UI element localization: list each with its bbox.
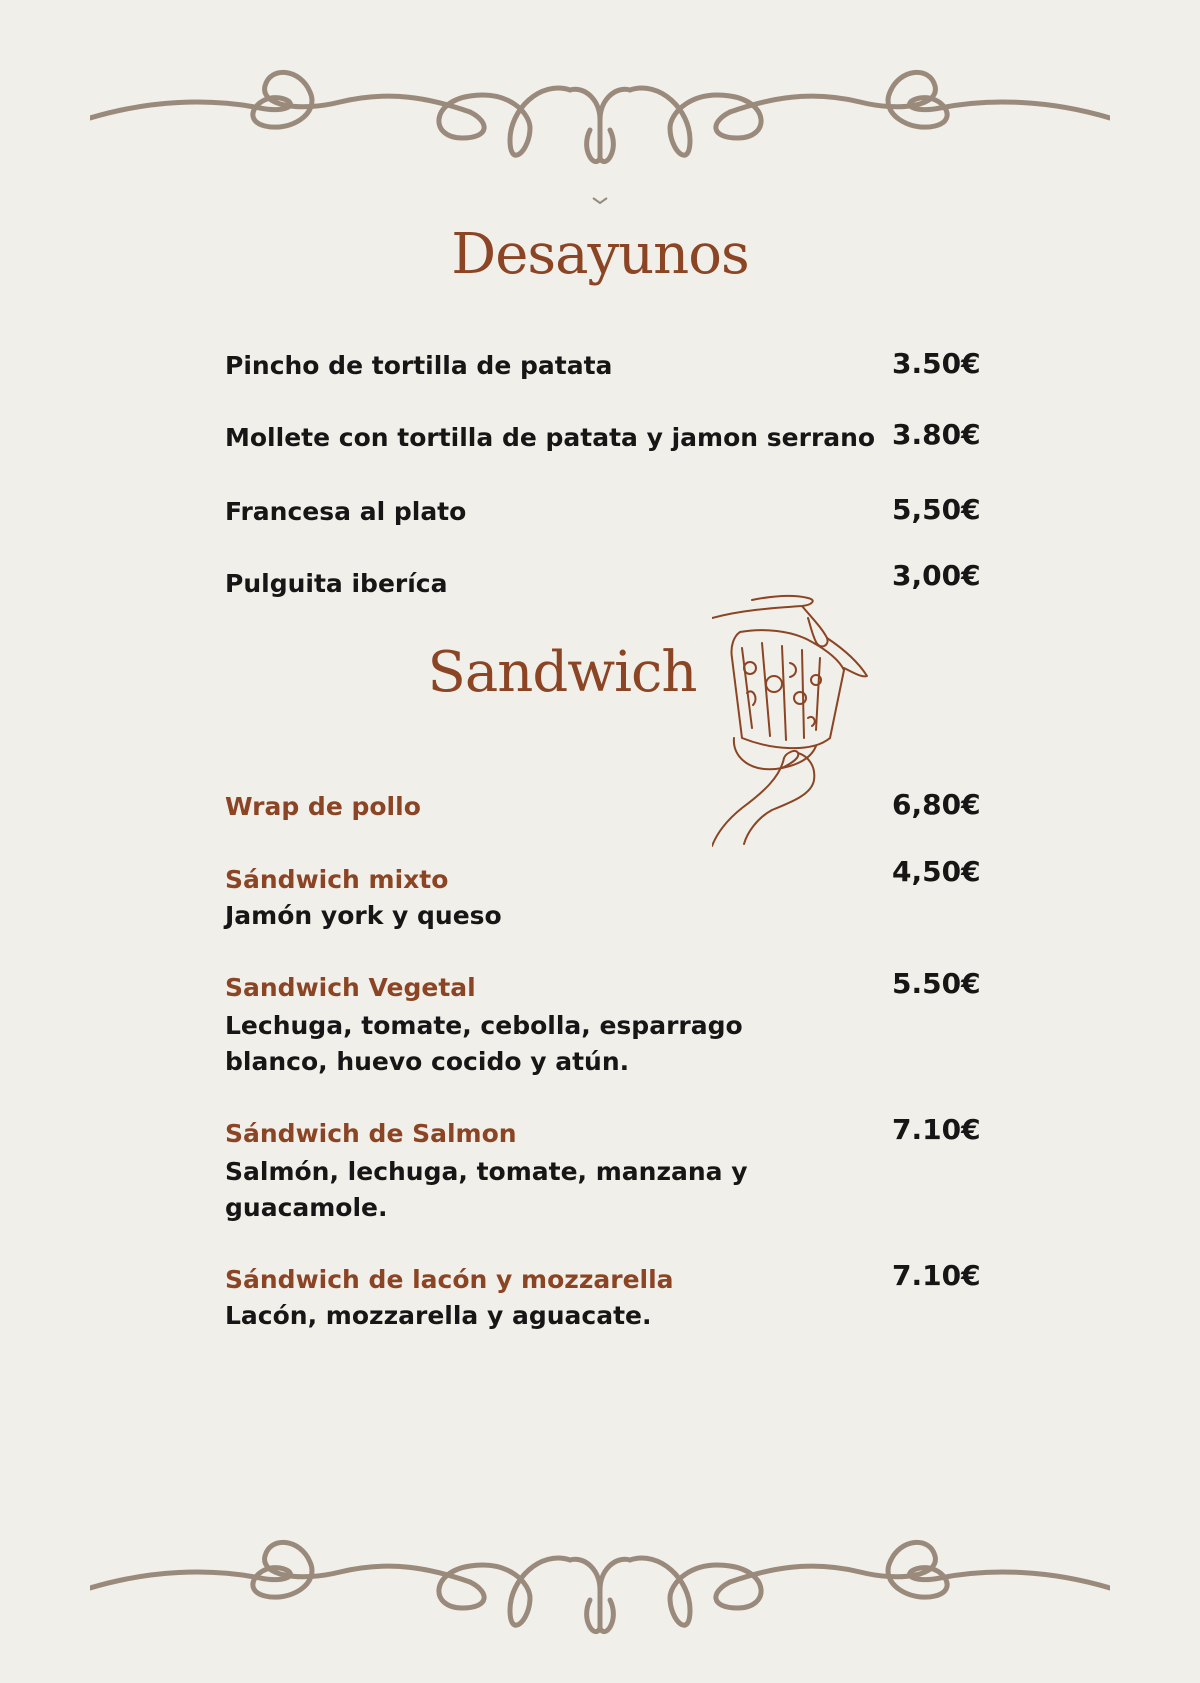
section-title-desayunos: Desayunos <box>451 222 749 287</box>
item-name: Pulguita iberíca <box>225 569 448 598</box>
hands-holding-sandwich-icon <box>712 588 872 848</box>
item-price: 3.50€ <box>892 347 981 380</box>
chevron-down-icon <box>591 196 609 206</box>
item-price: 5.50€ <box>892 967 981 1000</box>
item-name: Sándwich de Salmon <box>225 1119 517 1148</box>
item-name: Sandwich Vegetal <box>225 973 476 1002</box>
item-name: Mollete con tortilla de patata y jamon serrano <box>225 423 876 452</box>
item-price: 7.10€ <box>892 1259 981 1292</box>
item-description: Lechuga, tomate, cebolla, esparrago blanco, huevo cocido y atún. <box>225 1011 743 1076</box>
item-name: Sándwich de lacón y mozzarella <box>225 1265 674 1294</box>
flourish-ornament-bottom <box>90 1510 1110 1640</box>
flourish-ornament-top <box>90 40 1110 170</box>
item-name: Sándwich mixto <box>225 865 449 894</box>
item-description: Salmón, lechuga, tomate, manzana y guacamole. <box>225 1157 748 1222</box>
item-price: 3.80€ <box>892 418 981 451</box>
section-title-sandwich: Sandwich <box>427 640 697 705</box>
item-name: Francesa al plato <box>225 497 467 526</box>
item-description: Jamón york y queso <box>225 901 502 930</box>
item-name: Wrap de pollo <box>225 792 421 821</box>
item-price: 3,00€ <box>892 559 981 592</box>
item-price: 6,80€ <box>892 788 981 821</box>
item-price: 5,50€ <box>892 493 981 526</box>
item-description: Lacón, mozzarella y aguacate. <box>225 1301 652 1330</box>
item-price: 4,50€ <box>892 855 981 888</box>
item-price: 7.10€ <box>892 1113 981 1146</box>
item-name: Pincho de tortilla de patata <box>225 351 613 380</box>
